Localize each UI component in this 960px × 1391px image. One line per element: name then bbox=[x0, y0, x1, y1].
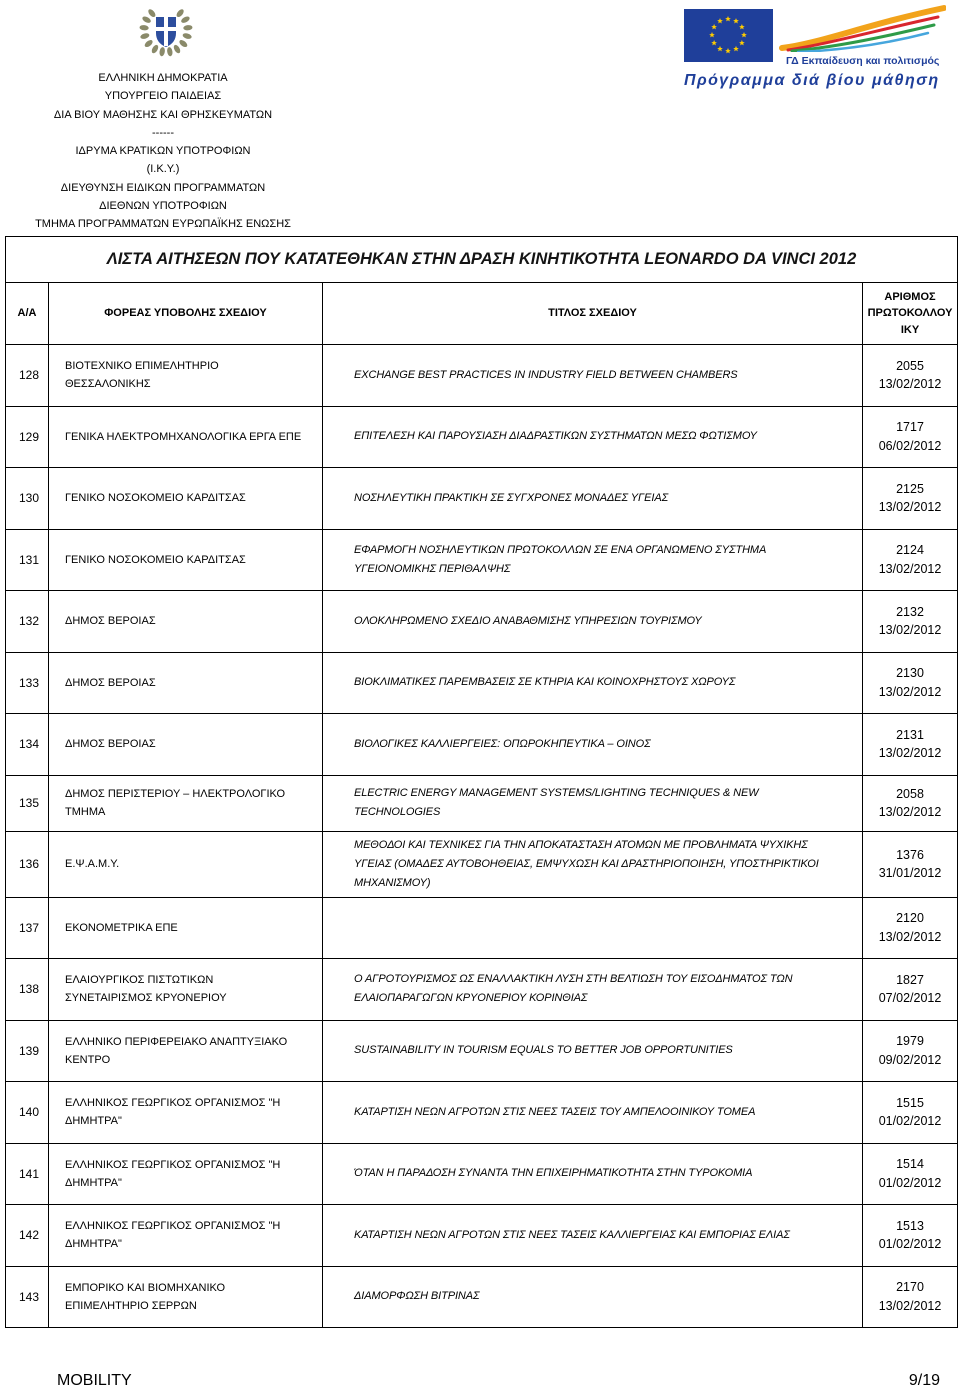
issuer-header bbox=[13, 69, 313, 233]
row-number-cell bbox=[6, 775, 49, 831]
project-title-cell bbox=[323, 831, 863, 897]
row-number-cell bbox=[6, 591, 49, 653]
table-row bbox=[6, 897, 958, 959]
row-number-cell bbox=[6, 406, 49, 468]
organization-name-line: ΔΗΜΟΣ ΠΕΡΙΣΤΕΡΙΟΥ – ΗΛΕΚΤΡΟΛΟΓΙΚΟ bbox=[65, 788, 286, 800]
row-number: 139 bbox=[18, 1043, 40, 1058]
organization-cell bbox=[49, 591, 323, 653]
row-number-cell bbox=[6, 714, 49, 776]
table-title: ΛΙΣΤΑ ΑΙΤΗΣΕΩΝ ΠΟΥ ΚΑΤΑΤΕΘΗΚΑΝ ΣΤΗΝ ΔΡΑΣΗ ΚΙΝΗΤΙΚΟΤΗΤΑ LEONARDO DA VINCI 2012 bbox=[6, 237, 958, 283]
organization-name-line: ΕΜΠΟΡΙΚΟ ΚΑΙ ΒΙΟΜΗΧΑΝΙΚΟ bbox=[65, 1281, 226, 1294]
row-number: 134 bbox=[18, 737, 40, 752]
protocol-date: 07/02/2012 bbox=[878, 991, 942, 1006]
project-title-cell bbox=[323, 652, 863, 714]
issuer-line: ΕΛΛΗΝΙΚΗ ΔΗΜΟΚΡΑΤΙΑ bbox=[98, 72, 228, 84]
organization-cell bbox=[49, 529, 323, 591]
protocol-number: 2124 bbox=[896, 543, 924, 558]
protocol-cell bbox=[863, 1082, 958, 1144]
table-row bbox=[6, 1205, 958, 1267]
organization-name-line: ΔΗΜΗΤΡΑ" bbox=[65, 1238, 122, 1251]
table-row bbox=[6, 1143, 958, 1205]
project-title-line: ΕΛΑΙΟΠΑΡΑΓΩΓΩΝ ΚΡΥΟΝΕΡΙΟΥ ΚΟΡΙΝΘΙΑΣ bbox=[354, 992, 588, 1005]
protocol-date: 01/02/2012 bbox=[878, 1175, 942, 1190]
project-title-line: Ο ΑΓΡΟΤΟΥΡΙΣΜΟΣ ΩΣ ΕΝΑΛΛΑΚΤΙΚΗ ΛΥΣΗ ΣΤΗ ΒΕΛΤΙΩΣΗ ΤΟΥ ΕΙΣΟΔΗΜΑΤΟΣ ΤΩΝ bbox=[354, 973, 793, 986]
row-number-cell bbox=[6, 529, 49, 591]
protocol-cell bbox=[863, 959, 958, 1021]
project-title-line: ΔΙΑΜΟΡΦΩΣΗ ΒΙΤΡΙΝΑΣ bbox=[354, 1290, 480, 1303]
organization-name-line: ΔΗΜΟΣ ΒΕΡΟΙΑΣ bbox=[65, 676, 156, 689]
project-title-line: ΕΠΙΤΕΛΕΣΗ ΚΑΙ ΠΑΡΟΥΣΙΑΣΗ ΔΙΑΔΡΑΣΤΙΚΩΝ ΣΥΣΤΗΜΑΤΩΝ ΜΕΣΩ ΦΩΤΙΣΜΟΥ bbox=[354, 430, 757, 443]
protocol-number: 1979 bbox=[896, 1034, 924, 1049]
lifelong-learning-programme-text: Πρόγραμμα διά βίου μάθηση bbox=[684, 72, 940, 89]
project-title-cell bbox=[323, 1082, 863, 1144]
page-number: 9/19 bbox=[908, 1372, 940, 1389]
row-number: 137 bbox=[18, 920, 40, 935]
protocol-number: 2131 bbox=[896, 727, 924, 742]
protocol-number: 1827 bbox=[896, 972, 924, 987]
project-title-cell bbox=[323, 591, 863, 653]
project-title-cell bbox=[323, 1143, 863, 1205]
protocol-date: 13/02/2012 bbox=[878, 746, 942, 761]
applications-table bbox=[5, 236, 958, 1328]
issuer-line: ΤΜΗΜΑ ΠΡΟΓΡΑΜΜΑΤΩΝ ΕΥΡΩΠΑΪΚΗΣ ΕΝΩΣΗΣ bbox=[35, 218, 291, 230]
table-row bbox=[6, 468, 958, 530]
column-header-protocol bbox=[863, 283, 958, 345]
organization-cell bbox=[49, 714, 323, 776]
protocol-cell bbox=[863, 1266, 958, 1328]
project-title-line: ΌΤΑΝ Η ΠΑΡΑΔΟΣΗ ΣΥΝΑΝΤΑ ΤΗΝ ΕΠΙΧΕΙΡΗΜΑΤΙΚΟΤΗΤΑ ΣΤΗΝ ΤΥΡΟΚΟΜΙΑ bbox=[354, 1167, 753, 1180]
project-title-line: ΟΛΟΚΛΗΡΩΜΕΝΟ ΣΧΕΔΙΟ ΑΝΑΒΑΘΜΙΣΗΣ ΥΠΗΡΕΣΙΩΝ ΤΟΥΡΙΣΜΟΥ bbox=[354, 614, 702, 627]
row-number: 128 bbox=[18, 368, 40, 383]
organization-cell bbox=[49, 831, 323, 897]
organization-name-line: ΔΗΜΟΣ ΒΕΡΟΙΑΣ bbox=[65, 738, 156, 751]
row-number-cell bbox=[6, 1143, 49, 1205]
protocol-date: 13/02/2012 bbox=[878, 561, 942, 576]
table-body bbox=[6, 345, 958, 1328]
project-title-cell bbox=[323, 468, 863, 530]
organization-cell bbox=[49, 345, 323, 407]
organization-cell bbox=[49, 406, 323, 468]
column-header-row bbox=[6, 283, 958, 345]
row-number: 143 bbox=[18, 1289, 40, 1304]
protocol-cell bbox=[863, 714, 958, 776]
row-number: 138 bbox=[18, 982, 40, 997]
table-row bbox=[6, 714, 958, 776]
protocol-cell bbox=[863, 529, 958, 591]
protocol-number: 2055 bbox=[896, 358, 924, 373]
project-title-cell bbox=[323, 1020, 863, 1082]
protocol-cell bbox=[863, 775, 958, 831]
project-title-cell bbox=[323, 345, 863, 407]
protocol-date: 09/02/2012 bbox=[878, 1052, 942, 1067]
table-row bbox=[6, 652, 958, 714]
project-title-line: ΜΕΘΟΔΟΙ ΚΑΙ ΤΕΧΝΙΚΕΣ ΓΙΑ ΤΗΝ ΑΠΟΚΑΤΑΣΤΑΣΗ ΑΤΟΜΩΝ ΜΕ ΠΡΟΒΛΗΜΑΤΑ ΨΥΧΙΚΗΣ bbox=[354, 838, 808, 851]
protocol-cell bbox=[863, 652, 958, 714]
row-number: 142 bbox=[18, 1228, 40, 1243]
protocol-date: 06/02/2012 bbox=[878, 438, 942, 453]
organization-name-line: ΔΗΜΗΤΡΑ" bbox=[65, 1176, 122, 1189]
protocol-cell bbox=[863, 406, 958, 468]
organization-cell bbox=[49, 1266, 323, 1328]
row-number: 132 bbox=[18, 614, 40, 629]
column-header-label: ΦΟΡΕΑΣ ΥΠΟΒΟΛΗΣ ΣΧΕΔΙΟΥ bbox=[104, 307, 267, 320]
project-title-line: ΒΙΟΚΛΙΜΑΤΙΚΕΣ ΠΑΡΕΜΒΑΣΕΙΣ ΣΕ ΚΤΗΡΙΑ ΚΑΙ ΚΟΙΝΟΧΡΗΣΤΟΥΣ ΧΩΡΟΥΣ bbox=[354, 676, 736, 689]
organization-name-line: Ε.Ψ.Α.Μ.Υ. bbox=[65, 858, 120, 870]
project-title-cell bbox=[323, 406, 863, 468]
project-title-cell bbox=[323, 959, 863, 1021]
project-title-line: ΥΓΕΙΟΝΟΜΙΚΗΣ ΠΕΡΙΘΑΛΨΗΣ bbox=[354, 562, 511, 575]
column-header-label: ΠΡΩΤΟΚΟΛΛΟΥ bbox=[867, 307, 953, 320]
organization-name-line: ΣΥΝΕΤΑΙΡΙΣΜΟΣ ΚΡΥΟΝΕΡΙΟΥ bbox=[65, 992, 227, 1005]
protocol-cell bbox=[863, 1020, 958, 1082]
table-row bbox=[6, 406, 958, 468]
row-number: 131 bbox=[18, 552, 40, 567]
table-row bbox=[6, 831, 958, 897]
project-title-line: ΚΑΤΑΡΤΙΣΗ ΝΕΩΝ ΑΓΡΟΤΩΝ ΣΤΙΣ ΝΕΕΣ ΤΑΣΕΙΣ ΤΟΥ ΑΜΠΕΛΟΟΙΝΙΚΟΥ ΤΟΜΕΑ bbox=[354, 1105, 756, 1118]
protocol-date: 13/02/2012 bbox=[878, 929, 942, 944]
organization-cell bbox=[49, 1082, 323, 1144]
protocol-number: 2170 bbox=[896, 1280, 924, 1295]
column-header-organization bbox=[49, 283, 323, 345]
project-title-cell bbox=[323, 897, 863, 959]
row-number-cell bbox=[6, 345, 49, 407]
organization-name-line: ΕΛΛΗΝΙΚΟΣ ΓΕΩΡΓΙΚΟΣ ΟΡΓΑΝΙΣΜΟΣ "Η bbox=[65, 1220, 281, 1233]
project-title-line: ΝΟΣΗΛΕΥΤΙΚΗ ΠΡΑΚΤΙΚΗ ΣΕ ΣΥΓΧΡΟΝΕΣ ΜΟΝΑΔΕΣ ΥΓΕΙΑΣ bbox=[354, 491, 669, 504]
table-row bbox=[6, 1266, 958, 1328]
protocol-number: 1376 bbox=[896, 847, 924, 862]
footer-label: MOBILITY bbox=[57, 1372, 132, 1389]
protocol-cell bbox=[863, 591, 958, 653]
organization-cell bbox=[49, 1205, 323, 1267]
project-title-cell bbox=[323, 775, 863, 831]
organization-name-line: ΓΕΝΙΚΟ ΝΟΣΟΚΟΜΕΙΟ ΚΑΡΔΙΤΣΑΣ bbox=[65, 492, 246, 505]
project-title-cell bbox=[323, 1205, 863, 1267]
row-number: 141 bbox=[18, 1166, 40, 1181]
protocol-date: 01/02/2012 bbox=[878, 1114, 942, 1129]
row-number: 133 bbox=[18, 675, 40, 690]
project-title-cell bbox=[323, 529, 863, 591]
protocol-date: 13/02/2012 bbox=[878, 500, 942, 515]
row-number-cell bbox=[6, 1205, 49, 1267]
project-title-line: ΥΓΕΙΑΣ (ΟΜΑΔΕΣ ΑΥΤΟΒΟΗΘΕΙΑΣ, ΕΜΨΥΧΩΣΗ ΚΑΙ ΔΡΑΣΤΗΡΙΟΠΟΙΗΣΗ, ΥΠΟΣΤΗΡΙΚΤΙΚΟΙ bbox=[354, 857, 819, 870]
organization-name-line: ΔΗΜΟΣ ΒΕΡΟΙΑΣ bbox=[65, 615, 156, 628]
organization-name-line: ΕΛΛΗΝΙΚΟ ΠΕΡΙΦΕΡΕΙΑΚΟ ΑΝΑΠΤΥΞΙΑΚΟ bbox=[65, 1035, 288, 1048]
row-number-cell bbox=[6, 897, 49, 959]
issuer-line: ΔΙΕΘΝΩΝ ΥΠΟΤΡΟΦΙΩΝ bbox=[99, 199, 227, 212]
organization-name-line: ΕΠΙΜΕΛΗΤΗΡΙΟ ΣΕΡΡΩΝ bbox=[65, 1299, 197, 1312]
organization-name-line: ΘΕΣΣΑΛΟΝΙΚΗΣ bbox=[65, 378, 151, 391]
row-number-cell bbox=[6, 1082, 49, 1144]
organization-cell bbox=[49, 652, 323, 714]
table-row bbox=[6, 529, 958, 591]
column-header-aa bbox=[6, 283, 49, 345]
row-number-cell bbox=[6, 468, 49, 530]
organization-name-line: ΒΙΟΤΕΧΝΙΚΟ ΕΠΙΜΕΛΗΤΗΡΙΟ bbox=[65, 360, 219, 373]
organization-name-line: ΕΛΑΙΟΥΡΓΙΚΟΣ ΠΙΣΤΩΤΙΚΩΝ bbox=[65, 974, 214, 987]
table-row bbox=[6, 1020, 958, 1082]
row-number: 135 bbox=[18, 796, 40, 810]
protocol-cell bbox=[863, 1205, 958, 1267]
row-number: 129 bbox=[18, 429, 40, 444]
column-header-label: ΤΙΤΛΟΣ ΣΧΕΔΙΟΥ bbox=[548, 307, 637, 320]
table-row bbox=[6, 959, 958, 1021]
protocol-number: 2132 bbox=[896, 604, 924, 619]
column-header-title bbox=[323, 283, 863, 345]
organization-name-line: ΓΕΝΙΚΟ ΝΟΣΟΚΟΜΕΙΟ ΚΑΡΔΙΤΣΑΣ bbox=[65, 553, 246, 566]
project-title-line: ΜΗΧΑΝΙΣΜΟΥ) bbox=[354, 876, 431, 889]
project-title-line: ΒΙΟΛΟΓΙΚΕΣ ΚΑΛΛΙΕΡΓΕΙΕΣ: ΟΠΩΡΟΚΗΠΕΥΤΙΚΑ – ΟΙΝΟΣ bbox=[354, 737, 651, 750]
project-title-line: SUSTAINABILITY IN TOURISM EQUALS TO BETTER JOB OPPORTUNITIES bbox=[354, 1044, 733, 1057]
row-number-cell bbox=[6, 652, 49, 714]
issuer-line: ΥΠΟΥΡΓΕΙΟ ΠΑΙΔΕΙΑΣ bbox=[104, 90, 222, 103]
project-title-line: ELECTRIC ENERGY MANAGEMENT SYSTEMS/LIGHTING TECHNIQUES & NEW bbox=[354, 787, 759, 799]
column-header-label: Α/Α bbox=[17, 307, 37, 320]
protocol-date: 13/02/2012 bbox=[878, 684, 942, 699]
protocol-cell bbox=[863, 897, 958, 959]
organization-name-line: ΓΕΝΙΚΑ ΗΛΕΚΤΡΟΜΗΧΑΝΟΛΟΓΙΚΑ ΕΡΓΑ ΕΠΕ bbox=[65, 430, 302, 443]
organization-name-line: ΤΜΗΜΑ bbox=[65, 806, 106, 818]
row-number: 140 bbox=[18, 1105, 40, 1120]
organization-cell bbox=[49, 468, 323, 530]
row-number-cell bbox=[6, 1266, 49, 1328]
protocol-date: 13/02/2012 bbox=[878, 377, 942, 392]
row-number: 130 bbox=[18, 491, 40, 506]
row-number-cell bbox=[6, 959, 49, 1021]
table-row bbox=[6, 591, 958, 653]
organization-name-line: ΚΕΝΤΡΟ bbox=[65, 1053, 111, 1066]
row-number: 136 bbox=[18, 857, 40, 871]
table-row bbox=[6, 1082, 958, 1144]
eu-flag-icon bbox=[684, 9, 773, 62]
protocol-date: 13/02/2012 bbox=[878, 1298, 942, 1313]
organization-name-line: ΔΗΜΗΤΡΑ" bbox=[65, 1115, 122, 1128]
protocol-number: 1513 bbox=[896, 1218, 924, 1233]
table-row bbox=[6, 345, 958, 407]
table-title-row bbox=[6, 237, 958, 283]
issuer-line: (Ι.Κ.Υ.) bbox=[146, 163, 180, 176]
protocol-number: 1717 bbox=[896, 420, 924, 435]
organization-name-line: ΕΚΟΝΟΜΕΤΡΙΚΑ ΕΠΕ bbox=[65, 921, 178, 934]
lifelong-learning-logo-icon bbox=[778, 4, 946, 52]
protocol-number: 2120 bbox=[896, 911, 924, 926]
project-title-line: ΚΑΤΑΡΤΙΣΗ ΝΕΩΝ ΑΓΡΟΤΩΝ ΣΤΙΣ ΝΕΕΣ ΤΑΣΕΙΣ ΚΑΛΛΙΕΡΓΕΙΑΣ ΚΑΙ ΕΜΠΟΡΙΑΣ ΕΛΙΑΣ bbox=[354, 1228, 790, 1241]
organization-cell bbox=[49, 1143, 323, 1205]
issuer-line: ΙΔΡΥΜΑ ΚΡΑΤΙΚΩΝ ΥΠΟΤΡΟΦΙΩΝ bbox=[75, 145, 251, 157]
protocol-number: 2125 bbox=[896, 481, 924, 496]
project-title-cell bbox=[323, 714, 863, 776]
organization-name-line: ΕΛΛΗΝΙΚΟΣ ΓΕΩΡΓΙΚΟΣ ΟΡΓΑΝΙΣΜΟΣ "Η bbox=[65, 1097, 281, 1110]
project-title-cell bbox=[323, 1266, 863, 1328]
row-number-cell bbox=[6, 831, 49, 897]
project-title-line: TECHNOLOGIES bbox=[354, 806, 441, 818]
organization-cell bbox=[49, 775, 323, 831]
organization-cell bbox=[49, 1020, 323, 1082]
protocol-date: 31/01/2012 bbox=[878, 866, 942, 880]
protocol-number: 2130 bbox=[896, 666, 924, 681]
organization-cell bbox=[49, 959, 323, 1021]
organization-name-line: ΕΛΛΗΝΙΚΟΣ ΓΕΩΡΓΙΚΟΣ ΟΡΓΑΝΙΣΜΟΣ "Η bbox=[65, 1158, 281, 1171]
issuer-line: ΔΙΕΥΘΥΝΣΗ ΕΙΔΙΚΩΝ ΠΡΟΓΡΑΜΜΑΤΩΝ bbox=[60, 181, 266, 194]
protocol-cell bbox=[863, 1143, 958, 1205]
greek-coat-of-arms-icon bbox=[139, 3, 193, 57]
protocol-cell bbox=[863, 831, 958, 897]
protocol-date: 13/02/2012 bbox=[878, 623, 942, 638]
organization-cell bbox=[49, 897, 323, 959]
protocol-cell bbox=[863, 345, 958, 407]
protocol-cell bbox=[863, 468, 958, 530]
row-number-cell bbox=[6, 1020, 49, 1082]
protocol-number: 1514 bbox=[896, 1157, 924, 1172]
protocol-number: 2058 bbox=[896, 786, 924, 801]
project-title-line: ΕΦΑΡΜΟΓΗ ΝΟΣΗΛΕΥΤΙΚΩΝ ΠΡΩΤΟΚΟΛΛΩΝ ΣΕ ΕΝΑ ΟΡΓΑΝΩΜΕΝΟ ΣΥΣΤΗΜΑ bbox=[354, 543, 767, 556]
column-header-label: ΑΡΙΘΜΟΣ bbox=[884, 290, 936, 303]
protocol-number: 1515 bbox=[896, 1095, 924, 1110]
issuer-line: ΔΙΑ ΒΙΟΥ ΜΑΘΗΣΗΣ ΚΑΙ ΘΡΗΣΚΕΥΜΑΤΩΝ bbox=[53, 108, 273, 121]
protocol-date: 01/02/2012 bbox=[878, 1237, 942, 1252]
column-header-label: ΙΚΥ bbox=[900, 323, 920, 336]
dg-education-culture-text: ΓΔ Εκπαίδευση και πολιτισμός bbox=[786, 55, 940, 67]
project-title-line: EXCHANGE BEST PRACTICES IN INDUSTRY FIELD BETWEEN CHAMBERS bbox=[354, 368, 738, 381]
issuer-separator: ------ bbox=[152, 126, 174, 139]
table-row bbox=[6, 775, 958, 831]
protocol-date: 13/02/2012 bbox=[878, 805, 942, 819]
